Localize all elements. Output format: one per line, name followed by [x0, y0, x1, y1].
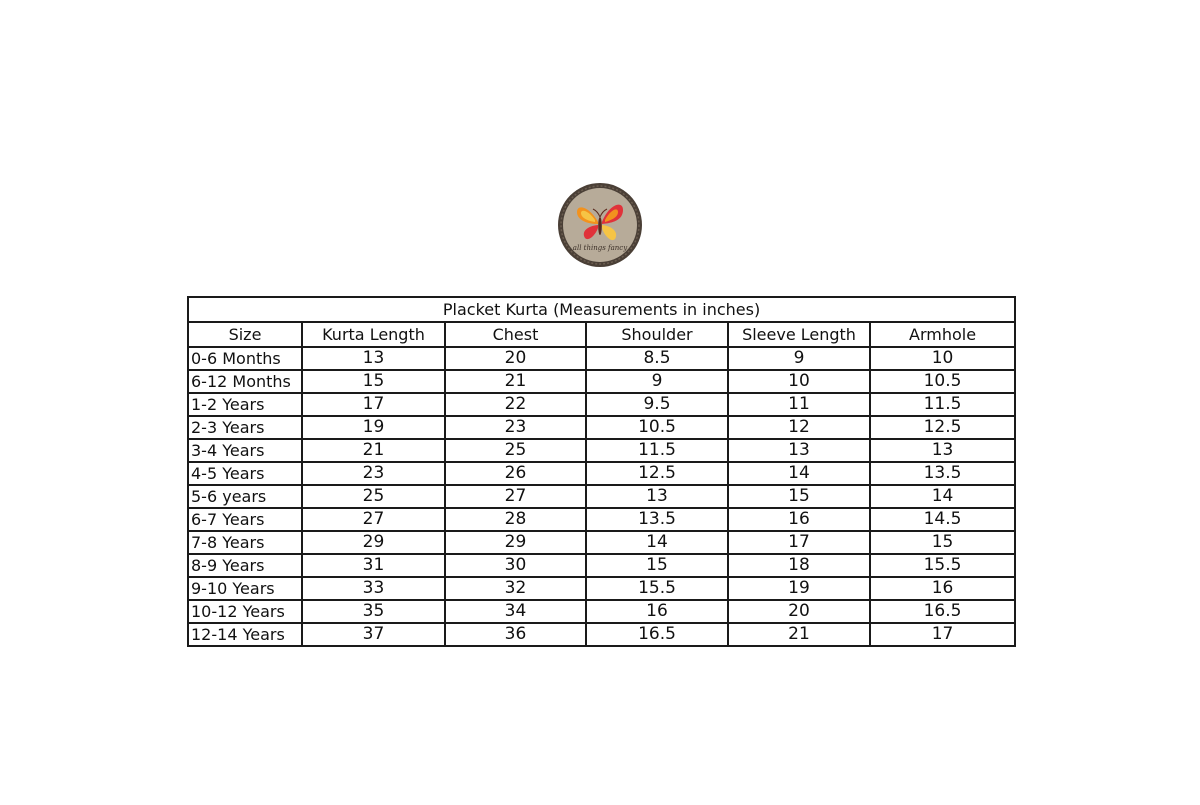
- table-row: [188, 600, 1015, 623]
- cell-kurta-length: 37: [302, 623, 445, 646]
- cell-kurta-length: 29: [302, 531, 445, 554]
- cell-chest: 27: [445, 485, 586, 508]
- cell-chest: 28: [445, 508, 586, 531]
- cell-size: 2-3 Years: [188, 416, 302, 439]
- cell-size: 6-7 Years: [188, 508, 302, 531]
- cell-chest: 21: [445, 370, 586, 393]
- brand-logo: [557, 182, 643, 268]
- cell-sleeve-length: 11: [728, 393, 870, 416]
- cell-size: 12-14 Years: [188, 623, 302, 646]
- size-chart-table: [187, 296, 1016, 647]
- cell-sleeve-length: 14: [728, 462, 870, 485]
- table-row: [188, 577, 1015, 600]
- cell-sleeve-length: 17: [728, 531, 870, 554]
- cell-shoulder: 13: [586, 485, 728, 508]
- table-row: [188, 439, 1015, 462]
- table-row: [188, 485, 1015, 508]
- cell-size: 5-6 years: [188, 485, 302, 508]
- cell-shoulder: 9.5: [586, 393, 728, 416]
- table-title: Placket Kurta (Measurements in inches): [188, 297, 1015, 322]
- header-shoulder: Shoulder: [586, 322, 728, 347]
- table-row: [188, 623, 1015, 646]
- cell-armhole: 17: [870, 623, 1015, 646]
- cell-sleeve-length: 9: [728, 347, 870, 370]
- cell-shoulder: 16.5: [586, 623, 728, 646]
- cell-kurta-length: 31: [302, 554, 445, 577]
- cell-kurta-length: 15: [302, 370, 445, 393]
- cell-armhole: 14.5: [870, 508, 1015, 531]
- butterfly-logo-icon: [557, 182, 643, 268]
- cell-kurta-length: 19: [302, 416, 445, 439]
- cell-kurta-length: 25: [302, 485, 445, 508]
- cell-chest: 36: [445, 623, 586, 646]
- cell-chest: 23: [445, 416, 586, 439]
- cell-kurta-length: 35: [302, 600, 445, 623]
- table-header-row: [188, 322, 1015, 347]
- cell-shoulder: 9: [586, 370, 728, 393]
- cell-armhole: 13.5: [870, 462, 1015, 485]
- cell-shoulder: 15: [586, 554, 728, 577]
- cell-sleeve-length: 18: [728, 554, 870, 577]
- cell-size: 0-6 Months: [188, 347, 302, 370]
- cell-sleeve-length: 12: [728, 416, 870, 439]
- cell-chest: 25: [445, 439, 586, 462]
- cell-sleeve-length: 10: [728, 370, 870, 393]
- cell-size: 8-9 Years: [188, 554, 302, 577]
- cell-chest: 22: [445, 393, 586, 416]
- cell-shoulder: 15.5: [586, 577, 728, 600]
- cell-shoulder: 16: [586, 600, 728, 623]
- cell-size: 9-10 Years: [188, 577, 302, 600]
- cell-size: 1-2 Years: [188, 393, 302, 416]
- cell-armhole: 13: [870, 439, 1015, 462]
- cell-size: 7-8 Years: [188, 531, 302, 554]
- cell-armhole: 15.5: [870, 554, 1015, 577]
- cell-kurta-length: 23: [302, 462, 445, 485]
- table-row: [188, 347, 1015, 370]
- cell-kurta-length: 33: [302, 577, 445, 600]
- cell-shoulder: 13.5: [586, 508, 728, 531]
- cell-kurta-length: 27: [302, 508, 445, 531]
- table-row: [188, 531, 1015, 554]
- cell-shoulder: 14: [586, 531, 728, 554]
- cell-chest: 20: [445, 347, 586, 370]
- cell-sleeve-length: 20: [728, 600, 870, 623]
- table-row: [188, 393, 1015, 416]
- cell-shoulder: 8.5: [586, 347, 728, 370]
- cell-size: 6-12 Months: [188, 370, 302, 393]
- cell-sleeve-length: 16: [728, 508, 870, 531]
- cell-size: 3-4 Years: [188, 439, 302, 462]
- cell-sleeve-length: 21: [728, 623, 870, 646]
- header-sleeve-length: Sleeve Length: [728, 322, 870, 347]
- header-kurta-length: Kurta Length: [302, 322, 445, 347]
- cell-chest: 34: [445, 600, 586, 623]
- cell-armhole: 11.5: [870, 393, 1015, 416]
- cell-armhole: 16.5: [870, 600, 1015, 623]
- table-title-row: [188, 297, 1015, 322]
- svg-text:all things fancy: all things fancy: [572, 244, 628, 252]
- cell-sleeve-length: 13: [728, 439, 870, 462]
- cell-chest: 26: [445, 462, 586, 485]
- table-body: [188, 347, 1015, 646]
- cell-shoulder: 11.5: [586, 439, 728, 462]
- cell-chest: 29: [445, 531, 586, 554]
- table-row: [188, 462, 1015, 485]
- cell-chest: 32: [445, 577, 586, 600]
- cell-shoulder: 12.5: [586, 462, 728, 485]
- header-chest: Chest: [445, 322, 586, 347]
- cell-shoulder: 10.5: [586, 416, 728, 439]
- cell-armhole: 16: [870, 577, 1015, 600]
- cell-armhole: 10: [870, 347, 1015, 370]
- cell-chest: 30: [445, 554, 586, 577]
- cell-armhole: 10.5: [870, 370, 1015, 393]
- cell-kurta-length: 21: [302, 439, 445, 462]
- table-row: [188, 554, 1015, 577]
- header-armhole: Armhole: [870, 322, 1015, 347]
- cell-sleeve-length: 19: [728, 577, 870, 600]
- cell-kurta-length: 17: [302, 393, 445, 416]
- cell-size: 10-12 Years: [188, 600, 302, 623]
- cell-armhole: 12.5: [870, 416, 1015, 439]
- table-row: [188, 416, 1015, 439]
- cell-size: 4-5 Years: [188, 462, 302, 485]
- header-size: Size: [188, 322, 302, 347]
- cell-armhole: 15: [870, 531, 1015, 554]
- table-row: [188, 508, 1015, 531]
- cell-sleeve-length: 15: [728, 485, 870, 508]
- table-row: [188, 370, 1015, 393]
- cell-kurta-length: 13: [302, 347, 445, 370]
- cell-armhole: 14: [870, 485, 1015, 508]
